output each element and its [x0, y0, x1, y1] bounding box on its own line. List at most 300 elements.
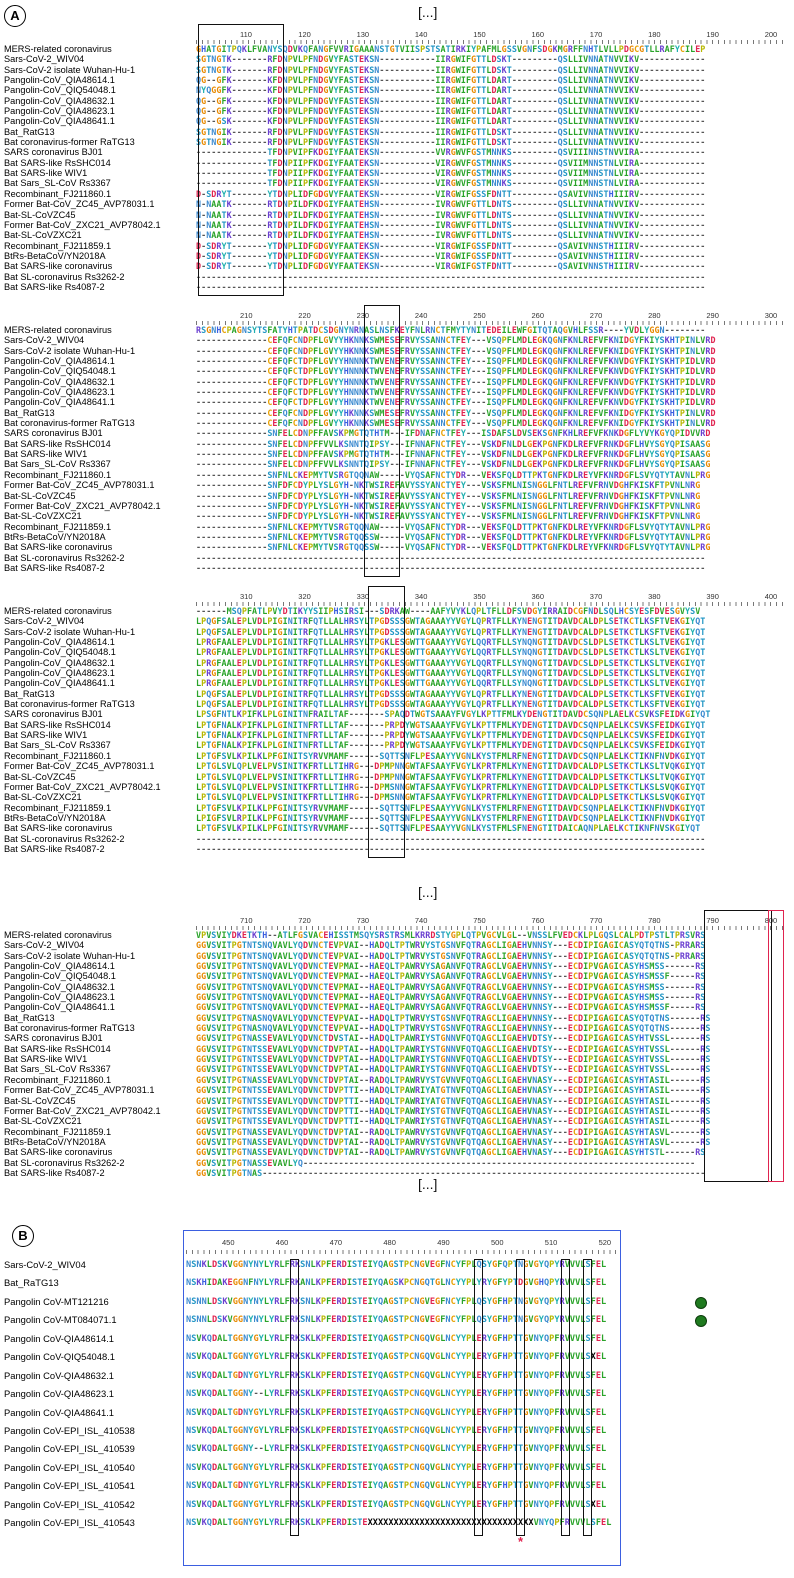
tick-label: 450 — [222, 1238, 235, 1247]
sequence-name: Sars-CoV-2 isolate Wuhan-Hu-1 — [4, 626, 136, 637]
sequence-row: --------------SNFNLCKEPMYTVSRGTQQNAW-----VYQSAFNCTYDR---VEKSFQLDTTPKTGNFKDLREYVFKNRDGFLSVYQTYTAVNLPRG — [196, 521, 711, 532]
tick-label: 140 — [414, 30, 428, 39]
sequence-row: GGVSVITPGTNASSEVAVLYQDVNCTDVPTAI--RADQLTPAWRVYSTGVNVFQTQAGCLIGAEHVNASY---ECDIPIGAGICASYHTASVL------RS — [196, 1126, 711, 1137]
sequence-row: NSKHIDAKEGGNFNYLYRLFRKANLKPFERDISTEIYQAGSKPCNGQTGLNCYYPLYRYGFYPTDGVGHQPYRVVVLSFEL — [186, 1278, 607, 1289]
sequence-name: Bat SARS-like coronavirus — [4, 823, 113, 834]
sequence-row: LPRGFAALEPLVDLPIGINITRFQTLLALHRSYLTPGKLESGWTTGAAAYYVGYLQQRTFLLSYNQNGTITDAVDCSLDPLSETKCTLKSLTVEKGIYQT — [196, 678, 706, 689]
sequence-row: GGVSVITPGTNAS--------------------------------------------------------------------------------------- — [196, 1167, 706, 1178]
sequence-name: Recombinant_FJ211859.1 — [4, 240, 112, 251]
sequence-row: --------------CEFQFCTDPFLGVYYHNNNKTWVENEFRVYSSANNCTFEY---ISQPFLMDLEGKQGNFKNLREFVFKNVDGYFKIYSKHTPIDLVRD — [196, 387, 716, 398]
sequence-row: ---------------------------------------------------------------------------------------------------- — [196, 833, 706, 844]
sequence-row: GGVSVITPGTNASNQVAVLYQDVNCTEVPVAI--HADQLTPTWRVYSTGSNVFQTRAGCLIGAEHVNNSY---ECDIPIGAGICASYQTQTNS------RS — [196, 1023, 711, 1034]
sequence-row: NSVKQDALTGGNYGYLYRLFRKSKLKPFERDISTEIYQAGSTPCNGQVGLNCYYPLERYGFHPTTGVNYQPFRVVVLSFEL — [186, 1462, 607, 1473]
tick-label: 490 — [437, 1238, 450, 1247]
sequence-row: GGVSVITPGTNTSNQVAVLYQDVNCTEVPMAI--HAEQLTPAWRVYSAGANVFQTRAGCLVGAEHVNNSY---ECDIPVGAGICASYHSMSS------RS — [196, 992, 706, 1003]
sequence-name: Pangolin-CoV_QIA48641.1 — [4, 678, 115, 689]
sequence-name: Bat SARS-like Rs4087-2 — [4, 281, 105, 292]
sequence-row: GGVSVITPGTNTSSEVAVLYQDVNCTDVPTTI--HADQLTPAWRIYSTGTNVFQTQAGCLIGAEHVNASY---ECDIPIGAGICASYHTASIL------RS — [196, 1105, 711, 1116]
tick-label: 390 — [706, 592, 719, 601]
sequence-row: ---------------------------------------------------------------------------------------------------- — [196, 271, 706, 282]
sequence-name: Bat SARS-like RsSHC014 — [4, 157, 111, 168]
tick-label: 760 — [531, 916, 545, 925]
sequence-row: SGTNGTK-------RFDNPVLPFNDGVYFASTEKSN-----------IIRGWIFGTTLDSKT---------QSLLIVNNATNVVIKV------------- — [196, 64, 706, 75]
sequence-name: Bat SARS-like coronavirus — [4, 1147, 113, 1158]
sequence-row: --------------CEFQFCTDPFLGVYYHNNNKTWVENEFRVYSSANNCTFEY---ISQPFLMDLEGKQGNFKNLREFVFKNVDGYFKIYSKHTPIDLVRD — [196, 397, 716, 408]
sequence-row: NYQGGFK-------KFDNPVLPFNDGVYFASTEKSN-----------IIRGWIFGTTLDART---------QSLLIVNNATNVVIKV------------- — [196, 85, 706, 96]
tick-label: 190 — [706, 30, 719, 39]
tick-label: 310 — [240, 592, 253, 601]
sequence-name: Bat Sars_SL-CoV Rs3367 — [4, 740, 111, 751]
ruler-ticks — [186, 1250, 616, 1254]
tick-label: 240 — [414, 311, 428, 320]
panel-a-label: A — [4, 5, 26, 27]
sequence-name: Bat-SL-CoVZC45 — [4, 209, 76, 220]
sequence-row: --------------CEFQFCTDPFLGVYYHNNNKTWVENEFRVYSSANNCTFEY---ISQPFLMDLEGKQGNFKNLREFVFKNVDGYFKIYSKHTPIDLVRD — [196, 356, 716, 367]
sequence-row: GGVSVITPGTNASSEVAVLYQDVNCTDVSTAI--HADQLTPAWRIYSTGNNVFQTQAGCLIGAEHVDTSY---ECDIPIGAGICASYHTVSSL------RS — [196, 1033, 711, 1044]
sequence-name: Bat SL-coronavirus Rs3262-2 — [4, 1157, 125, 1168]
sequence-row: GGVSVITPGTNASSEVAVLYQDVNCTDVPTAI--RADQLTPAWRVYSTGVNVFQTQAGCLIGAEHVNASY---ECDIPIGAGICASYHTASVL------RS — [196, 1136, 711, 1147]
sequence-row: LPTGFNALKPIFKLPLGINITNFRTLLTAF-------PRPDYWGTSAAAYFVGYLKPTTFMLKYDENGTITDAVDCSQNPLAELKCSVKSFEIDKGIYQT — [196, 740, 706, 751]
sequence-row: N-NAATK-------RTDNPILDFKDGIYFAATEHSN-----------IVRGWVFGTTLDNTS---------QSLLIVNNATNVVIKV------------- — [196, 209, 706, 220]
sequence-row: LPRGFAALEPLVDLPIGINITRFQTLLALHRSYLTPGKLESGWTTGAAAYYVGYLQQRTFLLSYNQNGTITDAVDCSLDPLSETKCTLKSLTVEKGIYQT — [196, 637, 706, 648]
sequence-row: --------------SNFNLCKEPMYTVSRGTQQNAW-----VYQSAFNCTYDR---VEKSFQLDTTPKTGNFKDLREYVFKNRDGFLSVYQTYTAVNLPRG — [196, 469, 711, 480]
sequence-name: Recombinant_FJ211859.1 — [4, 521, 112, 532]
sequence-row: D-SDRYT-------YTDNPLIDFGDGVYFAATEKSN-----------VIRGWIFGSTFDNTT---------QSAVIVNNSTHIIIRV------------- — [196, 261, 706, 272]
sequence-rows — [196, 930, 786, 1178]
sequence-names — [4, 325, 161, 573]
cleavage-site-box — [768, 910, 784, 1182]
sequence-name: Pangolin-CoV_QIA48614.1 — [4, 75, 115, 86]
sequence-name: Pangolin-CoV_QIA48641.1 — [4, 116, 115, 127]
sequence-row: NSVKQDALTGGNYGYLYRLFRKSKLKPFERDISTEXXXXXXXXXXXXXXXXXXXXXXXXXXXXXXXXVNYQPFRVVVLSFEL — [186, 1518, 612, 1529]
sequence-name: Former Bat-CoV_ZC45_AVP78031.1 — [4, 199, 155, 210]
tick-label: 370 — [589, 592, 603, 601]
ellipsis-top: [...] — [418, 4, 438, 20]
sequence-row: NSVKQDALTGDNYGYLYRLFRKSKLKPFERDISTEIYQAGSTPCNGQVGLNCYYPLERYGFHPTTGVNYQPFRVVVLSFEL — [186, 1407, 607, 1418]
sequence-rows — [186, 1256, 611, 1533]
sequence-name: BtRs-BetaCoV/YN2018A — [4, 250, 106, 261]
sequence-name: Pangolin-CoV_QIA48632.1 — [4, 376, 115, 387]
sequence-names — [4, 44, 161, 292]
sequence-name: Bat SARS-like WIV1 — [4, 730, 88, 741]
sequence-row: --------------SNFDFCDYPLYSLGYH-NKTWSIREFAVYSSYANCTYEY---VSKSFMLNISNGGLFNTLREFVFRNVDGHFKISKFTPVNLNRG — [196, 490, 701, 501]
tick-label: 470 — [329, 1238, 343, 1247]
tick-label: 460 — [275, 1238, 289, 1247]
sequence-name: Pangolin-CoV_QIQ54048.1 — [4, 971, 116, 982]
sequence-rows — [196, 44, 786, 292]
sequence-row: GGVSVITPGTNTSSEVAVLYQDVNCTDVPTAI--HADQLTPAWRIYSTGNNVFQTQAGCLIGAEHVDTSY---ECDIPIGAGICASYHTVSSL------RS — [196, 1054, 711, 1065]
sequence-name: BtRs-BetaCoV/YN2018A — [4, 531, 106, 542]
sequence-row: NSVKQDALTGGNYGYLYRLFRKSKLKPFERDISTEIYQAGSTPCNGQVGLNCYYPLERYGFHPTTGVNYQPFRVVVLSFEL — [186, 1425, 607, 1436]
sequence-row: D-SDRYT-------YTDNPLIDFGDGVYFAATEKSN-----------VIRGWIFGSSFDNTT---------QSAVIVNNSTHIIIRV------------- — [196, 250, 706, 261]
sequence-name: Pangolin CoV-EPI_ISL_410540 — [4, 1461, 135, 1473]
sequence-row: LPTGLSVLQPLVELPVSINITKFRTLLTIHRG---DPMSNNGWTAFSAAYFVGYLKPRTFMLKYNENGTITDAVDCALDPLSETKCTLKSLSVQKGIYQT — [196, 792, 706, 803]
tick-label: 750 — [473, 916, 486, 925]
green-dot-marker — [695, 1297, 707, 1309]
sequence-row: LPTGLSVLQPLVELPVSINITKFRTLLTIHRG---DPMPNNGWTAFSAAYFVGYLKPRTFMLKYNENGTITDAVDCALDPLSETKCTLKSLTVQKGIYQT — [196, 771, 706, 782]
sequence-row: GGVSVITPGTNTSSEVAVLYQDVNCTDVPTAI--HADQLTPAWRIYSTGNNVFQTQAGCLIGAEHVDTSY---ECDIPIGAGICASYHTVSSL------RS — [196, 1064, 711, 1075]
sequence-row: N-NAATK-------RTDNPILDFKDGIYFAATEHSN-----------IVRGWVFGTTLDNTS---------QSLLIVNNATNVVIKV------------- — [196, 230, 706, 241]
contact-residue-box — [290, 1259, 299, 1536]
sequence-row: GGVSVITPGTNASSEVAVLYQDVNCTDVPTAI--RADQLTPAWRVYSTGVNVFQTQAGCLIGAEHVNASY---ECDIPIGAGICASYHTSTL------RS — [196, 1147, 706, 1158]
tick-label: 770 — [589, 916, 603, 925]
sequence-name: Bat SL-coronavirus Rs3262-2 — [4, 833, 125, 844]
ellipsis-bottom: [...] — [418, 1176, 438, 1192]
sequence-name: Pangolin-CoV_QIA48632.1 — [4, 657, 115, 668]
sequence-name: Pangolin-CoV_QIA48623.1 — [4, 668, 115, 679]
contact-residue-box — [561, 1259, 570, 1536]
tick-label: 220 — [298, 311, 311, 320]
sequence-name: Bat SARS-like RsSHC014 — [4, 1043, 111, 1054]
tick-label: 300 — [764, 311, 778, 320]
sequence-row: --------------CEFQFCTDPFLGVYYHNNNKTWVENEFRVYSSANNCTFEY---ISQPFLMDLEGKQGNFKNLREFVFKNVDGYFKIYSKHTPIDLVRD — [196, 366, 716, 377]
sequence-name: Bat-SL-CoVZXC21 — [4, 511, 82, 522]
sequence-row: GGVSVITPGTNTSNQVAVLYQDVNCTEVPVAI--HADQLTPTWRVYSTGSNVFQTRAGCLIGAEHVNNSY---ECDIPIGAGICASYQTQTNS-PRRARS — [196, 940, 706, 951]
tick-label: 730 — [356, 916, 370, 925]
sequence-row: LPTGLSVLQPLVELPVSINITKFRTLLTIHRG---DPMPNNGWTAFSAAYFVGYLKPRTFMLKYNENGTITDAVDCALDPLSETKCTLKSLTVQKGIYQT — [196, 761, 706, 772]
sequence-name: Bat SARS-like WIV1 — [4, 1054, 88, 1065]
sequence-name: Bat coronavirus-former RaTG13 — [4, 418, 135, 429]
sequence-name: Recombinant_FJ211859.1 — [4, 1126, 112, 1137]
ruler — [196, 311, 786, 321]
sequence-row: QG--GFK-------KFDNPVLPFNDGVYFASTEKSN-----------IIRGWIFGTTLDART---------QSLLIVNNATNVVIKV------------- — [196, 95, 706, 106]
sequence-name: Pangolin CoV-QIA48632.1 — [4, 1369, 114, 1381]
sequence-name: Pangolin-CoV_QIA48632.1 — [4, 95, 115, 106]
sequence-name: Bat_RatG13 — [4, 126, 55, 137]
ruler — [196, 916, 786, 926]
tick-label: 340 — [414, 592, 428, 601]
sequence-row: --------------TFDNPIIPFKDGIYFAATEKSN-----------VIRGWVFGSTMNNKS---------QSVIIMNNSTNLVIRA------------- — [196, 157, 706, 168]
tick-label: 150 — [473, 30, 486, 39]
sequence-row: --------------CEFQFCNDPFLGVYYHKNNKSWMESEFRVYSSANNCTFEY---VSQPFLMDLEGKQGNFKNLREFVFKNIDGYFKIYSKHTPINLVRD — [196, 418, 716, 429]
sequence-name: BtRs-BetaCoV/YN2018A — [4, 812, 106, 823]
tick-label: 130 — [356, 30, 370, 39]
sequence-name: Bat SARS-like WIV1 — [4, 168, 88, 179]
sequence-row: --------------TFDNPIIPFKDGIYFAATEKSN-----------VIRGWVFGSTMNNKS---------QSVIIMNNSTNLVIRA------------- — [196, 168, 706, 179]
sequence-name: Bat-SL-CoVZC45 — [4, 1095, 76, 1106]
sequence-rows — [196, 606, 786, 854]
sequence-name: Bat SARS-like Rs4087-2 — [4, 562, 105, 573]
sequence-name: Bat-SL-CoVZXC21 — [4, 792, 82, 803]
sequence-row: --------------CEFQFCNDPFLGVYYHKNNKSWMESEFRVYSSANNCTFEY---VSQPFLMDLEGKQGNFKNLREFVFKNIDGYFKIYSKHTPINLVRD — [196, 345, 716, 356]
tick-label: 110 — [240, 30, 252, 39]
sequence-row: VPVSVIYDKETKTH--ATLFGSVACEHISSTMSQYSRSTRSMLKRRDSTYGPLQTPVGCVLGL--VNSSLFVEDCKLPLGQSLCALPDTPSTLTPRSVRS — [196, 930, 706, 940]
sequence-name: MERS-related coronavirus — [4, 325, 112, 335]
sequence-name: Bat_RaTG13 — [4, 1277, 59, 1289]
sequence-name: Pangolin-CoV_QIA48623.1 — [4, 106, 115, 117]
sequence-row: --------------TFDNPIIPFKDGIYFAATEKSN-----------VIRGWVFGSTMNNKS---------QSVIIMNNSTNLVIRA------------- — [196, 178, 706, 189]
sequence-row: NSVKQDALTGGNY--LYRLFRKSKLKPFERDISTEIYQAGSTPCNGQVGLNCYYPLERYGFHPTTGVNYQPFRVVVLSFEL — [186, 1444, 607, 1455]
sequence-row: --------------SNFELCDNPFFVVLKSNNTQIPSY---IFNNAFNCTFEY---VSKDFNLDLGEKPGNFKDLREFVFRNKDGFLHVYSGYQPISAASG — [196, 438, 711, 449]
tick-label: 780 — [648, 916, 661, 925]
ruler — [196, 592, 786, 602]
tick-label: 800 — [764, 916, 778, 925]
sequence-name: BtRs-BetaCoV/YN2018A — [4, 1136, 106, 1147]
sequence-name: Pangolin-CoV_QIA48641.1 — [4, 1002, 115, 1013]
tick-label: 790 — [706, 916, 719, 925]
highlight-box — [704, 910, 772, 1182]
tick-label: 500 — [491, 1238, 504, 1247]
sequence-row: LPQGFSALEPLVDLPIGINITRFQTLLALHRSYLTPGDSSSGWTAGAAAYYVGYLQPRTFLLKYNENGTITDAVDCALDPLSETKCTLKSFTVEKGIYQT — [196, 688, 706, 699]
sequence-row: NSVKQDALTGGNY--LYRLFRKSKLKPFERDISTEIYQAGSTPCNGQVGLNCYYPLERYGFHPTTGVNYQPFRVVVLSFEL — [186, 1389, 607, 1400]
sequence-name: Former Bat-CoV_ZC45_AVP78031.1 — [4, 761, 155, 772]
sequence-row: QG--GFK-------KFDNPVLPFNDGVYFASTEKSN-----------IIRGWIFGTTLDART---------QSLLIVNNATNVVIKV------------- — [196, 75, 706, 86]
ruler — [186, 1238, 616, 1248]
sequence-name: Bat SARS-like Rs4087-2 — [4, 1167, 105, 1178]
sequence-row: --------------SNFNLCKEPMYTVSRGTQQSSW-----VYQSAFNCTYDR---VEKSFQLDTTPKTGNFKDLREYVFKNRDGFLSVYQTYTAVNLPRG — [196, 531, 711, 542]
sequence-row: GGVSVITPGTNTSNQVAVLYQDVNCTEVPMAI--HAEQLTPAWRVYSAGANVFQTRAGCLVGAEHVNNSY---ECDIPVGAGICASYHSMSS------RS — [196, 981, 706, 992]
tick-label: 360 — [531, 592, 545, 601]
sequence-row: --------------SNFELCDNPFFAVSKPMGTQTHTM---IFDNAFNCTFEY---ISDAFSLDVSEKSGNFKHLREFVFKNKDGFLYVYKGYQPIDVVRD — [196, 428, 711, 439]
sequence-name: Former Bat-CoV_ZC45_AVP78031.1 — [4, 480, 155, 491]
sequence-name: Bat_RatG13 — [4, 1012, 55, 1023]
sequence-row: ---------------------------------------------------------------------------------------------------- — [196, 562, 706, 573]
sequence-name: Pangolin CoV-EPI_ISL_410539 — [4, 1443, 135, 1455]
asterisk-marker: * — [518, 1534, 524, 1549]
sequence-name: SARS coronavirus BJ01 — [4, 709, 103, 720]
contact-residue-box — [583, 1259, 592, 1536]
sequence-name: MERS-related coronavirus — [4, 930, 112, 940]
sequence-row: QG--GSK-------KFDNPVLPFNDGVYFASTEKSN-----------IIRGWIFGTTLDART---------QSLLIVNNATNVVIKV------------- — [196, 116, 706, 127]
sequence-name: Bat SARS-like Rs4087-2 — [4, 843, 105, 854]
sequence-row: LPIGFSVLRPILKLPFGINITSYRVVMAMF------SQTTSNFLPESAAYYVGNLKYSTFMLRFNENGTITDAVDCSQNPLAELKCTIKNFNVDKGIYQT — [196, 812, 706, 823]
sequence-row: GGVSVITPGTNTSNQVAVLYQDVNCTEVPMAI--HAEQLTPAWRVYSAGANVFQTRAGCLVGAEHVNNSY---ECDIPVGAGICASYHSMSSF-----RS — [196, 1002, 706, 1013]
sequence-name: Former Bat-CoV_ZXC21_AVP78042.1 — [4, 500, 161, 511]
sequence-name: Bat-SL-CoVZXC21 — [4, 1116, 82, 1127]
sequence-name: Sars-CoV-2_WIV04 — [4, 1259, 86, 1270]
sequence-name: Pangolin CoV-QIA48641.1 — [4, 1406, 114, 1418]
sequence-row: NSNNLDSKVGGNYNYLYRLFRKSNLKPFERDISTEIYQAGSTPCNGVEGFNCYFPLQSYGFHPTNGVGYQPYRVVVLSFEL — [186, 1315, 607, 1326]
sequence-row: GGVSVITPGTNTSNQVAVLYQDVNCTEVPMAI--HAEQLTPAWRVYSAGANVFQTRAGCLVGAEHVNNSY---ECDIPVGAGICASYHSMSSF-----RS — [196, 971, 706, 982]
sequence-name: Sars-CoV-2_WIV04 — [4, 616, 85, 627]
tick-label: 330 — [356, 592, 370, 601]
tick-label: 250 — [473, 311, 486, 320]
sequence-row: GGVSVITPGTNTSSEVAVLYQDVNCTDVPTAI--HADQLTPAWRIYSTGNNVFQTQAGCLIGAEHVDTSY---ECDIPIGAGICASYHTVSSL------RS — [196, 1043, 711, 1054]
tick-label: 520 — [598, 1238, 612, 1247]
tick-label: 170 — [589, 30, 603, 39]
sequence-row: SGTNGIK-------RFDNPVLPFNDGVYFASTEKSN-----------IIRGWIFGTTLDSKT---------QSLLIVNNATNVVIKV------------- — [196, 126, 706, 137]
sequence-row: --------------SNFELCDNPFFVVLKSNNTQIPSY---IFNNAFNCTFEY---VSKDFNLDLGEKPGNFKDLREFVFRNKDGFLHVYSGYQPISAASG — [196, 459, 711, 470]
sequence-name: Pangolin CoV-EPI_ISL_410543 — [4, 1517, 135, 1529]
sequence-name: Bat Sars_SL-CoV Rs3367 — [4, 459, 111, 470]
sequence-row: NSVKQDALTGDNYGYLYRLFRKSKLKPFERDISTEIYQAGSTPCNGQVGLNCYYPLERYGFHPTTGVNYQPFRVVVLSFEL — [186, 1481, 607, 1492]
sequence-name: Pangolin CoV-QIQ54048.1 — [4, 1351, 116, 1363]
highlight-box — [368, 586, 405, 858]
sequence-name: Bat_RatG13 — [4, 688, 55, 699]
sequence-name: SARS coronavirus BJ01 — [4, 428, 103, 439]
highlight-box — [364, 305, 400, 577]
sequence-name: Sars-CoV-2_WIV04 — [4, 335, 85, 346]
sequence-name: Recombinant_FJ211860.1 — [4, 750, 112, 761]
sequence-name: SARS coronavirus BJ01 — [4, 147, 103, 158]
sequence-row: --------------CEFQFCTDPFLGVYYHNNNKTWVENEFRVYSSANNCTFEY---ISQPFLMDLEGKQGNFKNLREFVFKNVDGYFKIYSKHTPIDLVRD — [196, 376, 716, 387]
sequence-name: Pangolin-CoV_QIA48623.1 — [4, 387, 115, 398]
sequence-row: LPRGFAALEPLVDLPIGINITRFQTLLALHRSYLTPGKLESGWTTGAAAYYVGYLQQRTFLLSYNQNGTITDAVDCSLDPLSETKCTLKSLTVEKGIYQT — [196, 668, 706, 679]
contact-residue-box — [474, 1259, 483, 1536]
tick-label: 280 — [648, 311, 661, 320]
sequence-row: LPQGFSALEPLVDLPIGINITRFQTLLALHRSYLTPGDSSSGWTAGAAAYYVGYLQPRTFLLKYNENGTITDAVDCALDPLSETKCTLKSFTVEKGIYQT — [196, 699, 706, 710]
sequence-row: LPQGFSALEPLVDLPIGINITRFQTLLALHRSYLTPGDSSSGWTAGAAAYYVGYLQPRTFLLKYNENGTITDAVDCALDPLSETKCTLKSFTVEKGIYQT — [196, 626, 706, 637]
sequence-name: Pangolin-CoV_QIQ54048.1 — [4, 647, 116, 658]
sequence-name: Bat SARS-like coronavirus — [4, 542, 113, 553]
sequence-name: Bat SARS-like WIV1 — [4, 449, 88, 460]
sequence-row: --------------SNFDFCDYPLYSLGYH-NKTWSIREFAVYSSYANCTYEY---VSKSFMLNISNGGLFNTLREFVFRNVDGHFKISKFTPVNLNRG — [196, 500, 701, 511]
sequence-name: Bat coronavirus-former RaTG13 — [4, 137, 135, 148]
tick-label: 200 — [764, 30, 778, 39]
sequence-name: MERS-related coronavirus — [4, 606, 112, 616]
sequence-name: Pangolin-CoV_QIA48614.1 — [4, 961, 115, 972]
sequence-name: Bat SARS-like coronavirus — [4, 261, 113, 272]
tick-label: 120 — [298, 30, 311, 39]
sequence-name: Former Bat-CoV_ZXC21_AVP78042.1 — [4, 1105, 161, 1116]
sequence-row: LPTGFNALKPIFKLPLGINITNFRTLLTAF-------PRPDYWGTSAAAYFVGYLKPTTFMLKYDENGTITDAVDCSQNPLAELKCSVKSFEIDKGIYQT — [196, 719, 706, 730]
sequence-name: Sars-CoV-2_WIV04 — [4, 940, 85, 951]
tick-label: 230 — [356, 311, 370, 320]
sequence-name: Bat coronavirus-former RaTG13 — [4, 1023, 135, 1034]
sequence-name: Bat_RatG13 — [4, 407, 55, 418]
sequence-row: NSVKQDALTGGNYGYLYRLFRKSKLKPFERDISTEIYQAGSTPCNGQVGLNCYYPLERYGFHPTTGVNYQPFRVVVLSXEL — [186, 1352, 607, 1363]
tick-label: 710 — [240, 916, 253, 925]
sequence-row: ------MSQPFATLPVYDTIKYYSIIPHSIRSI---SDRKAW----AAFYVYKLQPLTFLLDFSVDGYIRRAIDCGFNDLSQLHCSYESFDVESGVYSV — [196, 606, 701, 616]
sequence-row: LPTGFSVLKPILKLPFGINITSYRVVMAMF------SQTTSNFLPESAAYYVGNLKYSTFMLSFNENGTITDAICAQNPLAELKCTIKNFNVSKGIYQT — [196, 823, 701, 834]
sequence-row: GGVSVITPGTNTSSEVAVLYQDVNCTDVPTTI--HADQLTPAWRIYATGTNVFQTQAGCLIGAEHVNASY---ECDIPIGAGICASYHTASIL------RS — [196, 1095, 711, 1106]
sequence-row: GGVSVITPGTNASSEVAVLYQDVNCTDVPTAI--RADQLTPAWRVYSTGVNVFQTQAGCLIGAEHVNASY---ECDIPIGAGICASYHTASIL------RS — [196, 1074, 711, 1085]
green-dot-marker — [695, 1315, 707, 1327]
sequence-name: Former Bat-CoV_ZC45_AVP78031.1 — [4, 1085, 155, 1096]
tick-label: 290 — [706, 311, 719, 320]
sequence-row: GGVSVITPGTNASNQVAVLYQDVNCTEVPVAI--HADQLTPTWRVYSTGSNVFQTRAGCLIGAEHVNNSY---ECDIPIGAGICASYQTQTNS------RS — [196, 1012, 711, 1023]
sequence-row: --------------CEFQFCNDPFLGVYYHKNNKSWMESEFRVYSSANNCTFEY---VSQPFLMDLEGKQGNFKNLREFVFKNIDGYFKIYSKHTPINLVRD — [196, 335, 716, 346]
sequence-name: Pangolin-CoV_QIA48632.1 — [4, 981, 115, 992]
sequence-row: NSNKLDSKVGGNYNYLYRLFRKSNLKPFERDISTEIYQAGSTPCNGVEGFNCYFPLQSYGFQPTNGVGYQPYRVVVLSFEL — [186, 1260, 607, 1270]
sequence-name: Bat-SL-CoVZC45 — [4, 771, 76, 782]
sequence-row: GGVSVITPGTNTSSEVAVLYQDVNCTDVPTTI--HADQLTPAWRIYATGTNVFQTQAGCLIGAEHVNASY---ECDIPIGAGICASYHTASIL------RS — [196, 1085, 711, 1096]
sequence-name: Bat SL-coronavirus Rs3262-2 — [4, 552, 125, 563]
tick-label: 740 — [414, 916, 428, 925]
sequence-row: SGTNGIK-------RFDNPVLPFNDGVYFASTEKSN-----------IIRGWIFGTTLDSKT---------QSLLIVNNATNVVIKV------------- — [196, 137, 706, 148]
sequence-name: Sars-CoV-2 isolate Wuhan-Hu-1 — [4, 64, 136, 75]
sequence-name: Recombinant_FJ211859.1 — [4, 802, 112, 813]
sequence-row: --------------SNFNLCKEPMYTVSRGTQQSSW-----VYQSAFNCTYDR---VEKSFQLDTTPKTGNFKDLREYVFKNRDGFLSVYQTYTAVNLPRG — [196, 542, 711, 553]
sequence-name: Bat SARS-like RsSHC014 — [4, 438, 111, 449]
sequence-row: --------------TFDNPVIPFKDGIYFAATEKSN-----------VVRGWVFGSTMNNKS---------QSVIIINNSTNVVIRA------------- — [196, 147, 706, 158]
sequence-name: Pangolin CoV-QIA48614.1 — [4, 1332, 114, 1344]
sequence-row: LPRGFAALEPLVDLPIGINITRFQTLLALHRSYLTPGKLESGWTTGAAAYYVGYLQQRTFLLSYNQNGTITDAVDCSLDPLSETKCTLKSLTVEKGIYQT — [196, 657, 706, 668]
sequence-name: Pangolin CoV-EPI_ISL_410541 — [4, 1480, 135, 1492]
tick-label: 380 — [648, 592, 661, 601]
sequence-row: GHATGITPQKLFVANYSQDVKQFANGFVVRIGAAANSTGTVIISPSTSATIRKIYPAFMLGSSVGNFSDGKMGRFFNHTLVLLPDGCGTLLRAFYCILEP — [196, 44, 706, 54]
sequence-row: LPRGFAALEPLVDLPIGINITRFQTLLALHRSYLTPGKLESGWTTGAAAYYVGYLQQRTFLLSYNQNGTITDAVDCSLDPLSETKCTLKSLTVEKGIYQT — [196, 647, 706, 658]
sequence-row: LPTGFSVLKPILKLPFGINITSYRVVMAMF------SQTTSNFLPESAAYYVGNLKYSTFMLRFNENGTITDAVDCSQNPLAELKCTIKNFNVDKGIYQT — [196, 802, 706, 813]
sequence-name: Pangolin-CoV_QIA48614.1 — [4, 356, 115, 367]
sequence-name: Former Bat-CoV_ZXC21_AVP78042.1 — [4, 219, 161, 230]
highlight-box — [198, 24, 284, 296]
sequence-name: Pangolin CoV-MT084071.1 — [4, 1314, 117, 1326]
sequence-name: Bat SARS-like RsSHC014 — [4, 719, 111, 730]
contact-residue-box — [516, 1259, 525, 1536]
ellipsis-mid: [...] — [418, 884, 438, 900]
sequence-row: D-SDRYT-------YTDNPLIDFGDGVYFAATEKSN-----------VIRGWIFGSSFDNTT---------QSAVIVNNSTHIIIRV------------- — [196, 240, 706, 251]
sequence-row: N-NAATK-------RTDNPILDFKDGIYFAATEHSN-----------IVRGWVFGTTLDNTS---------QSLLIVNNATNVVIKV------------- — [196, 199, 706, 210]
sequence-name: Recombinant_FJ211860.1 — [4, 188, 112, 199]
sequence-row: QG--GFK-------KFDNPVLPFNDGVYFASTEKSN-----------IIRGWIFGTTLDART---------QSLLIVNNATNVVIKV------------- — [196, 106, 706, 117]
sequence-row: SGTNGTK-------RFDNPVLPFNDGVYFASTEKSN-----------IIRGWIFGTTLDSKT---------QSLLIVNNATNVVIKV------------- — [196, 54, 706, 65]
sequence-row: --------------SNFDFCDYPLYSLGYH-NKTWSIREFAVYSSYANCTYEY---VSKSFMLNISNGGLFNTLREFVFRNVDGHFKISKFTPVNLNRG — [196, 511, 701, 522]
sequence-row: GGVSVITPGTNTSSEVAVLYQDVNCTDVPTTI--HADQLTPAWRIYSTGTNVFQTQAGCLIGAEHVNASY---ECDIPIGAGICASYHTASIL------RS — [196, 1116, 711, 1127]
sequence-name: Bat Sars_SL-CoV Rs3367 — [4, 1064, 111, 1075]
sequence-name: Pangolin CoV-EPI_ISL_410542 — [4, 1498, 135, 1510]
sequence-row: --------------CEFQFCNDPFLGVYYHKNNKSWMESEFRVYSSANNCTFEY---VSQPFLMDLEGKQGNFKNLREFVFKNIDGYFKIYSKHTPINLVRD — [196, 407, 716, 418]
sequence-row: --------------SNFDFCDYPLYSLGYH-NKTWSIREFAVYSSYANCTYEY---VSKSFMLNISNGGLFNTLREFVFRNVDGHFKISKFTPVNLNRG — [196, 480, 701, 491]
sequence-name: Pangolin-CoV_QIQ54048.1 — [4, 85, 116, 96]
sequence-row: LPSGFNTLKPIFKLPLGINITNFRAILTAF-------SPAQDTWGTSAAAYFVGYLKPTTFMLKYDENGTITDAVDCSQNPLAELKCSVKSFEIDKGIYQT — [196, 709, 711, 720]
ruler — [196, 30, 786, 40]
sequence-names — [4, 606, 161, 854]
sequence-name: Pangolin-CoV_QIQ54048.1 — [4, 366, 116, 377]
sequence-row: NSVKQDALTGGNYGYLYRLFRKSKLKPFERDISTEIYQAGSTPCNGQVGLNCYYPLERYGFHPTTGVNYQPFRVVVLSXEL — [186, 1499, 607, 1510]
tick-label: 270 — [589, 311, 603, 320]
tick-label: 320 — [298, 592, 311, 601]
sequence-name: MERS-related coronavirus — [4, 44, 112, 54]
panel-b-label: B — [12, 1225, 34, 1247]
tick-label: 260 — [531, 311, 545, 320]
sequence-name: Pangolin CoV-EPI_ISL_410538 — [4, 1424, 135, 1436]
sequence-name: Bat SL-coronavirus Rs3262-2 — [4, 271, 125, 282]
sequence-row: LPQGFSALEPLVDLPIGINITRFQTLLALHRSYLTPGDSSSGWTAGAAAYYVGYLQPRTFLLKYNENGTITDAVDCALDPLSETKCTLKSFTVEKGIYQT — [196, 616, 706, 627]
sequence-row: GGVSVITPGTNTSNQVAVLYQDVNCTEVPMAI--HAEQLTPAWRVYSAGANVFQTRAGCLVGAEHVNNSY---ECDIPVGAGICASYHSMSS------RS — [196, 961, 706, 972]
sequence-name: Recombinant_FJ211860.1 — [4, 469, 112, 480]
sequence-row: NSVKQDALTGDNYGYLYRLFRKSKLKPFERDISTEIYQAGSTPCNGQVGLNCYYPLERYGFHPTTGVNYQPFRVVVLSFEL — [186, 1370, 607, 1381]
tick-label: 210 — [240, 311, 253, 320]
tick-label: 160 — [531, 30, 545, 39]
sequence-name: Pangolin CoV-QIA48623.1 — [4, 1388, 114, 1400]
sequence-row: NSNNLDSKVGGNYNYLYRLFRKSNLKPFERDISTEIYQAGSTPCNGVEGFNCYFPLQSYGFHPTNGVGYQPYRVVVLSFEL — [186, 1296, 607, 1307]
sequence-row: ---------------------------------------------------------------------------------------------------- — [196, 552, 706, 563]
sequence-row: LPTGLSVLQPLVELPVSINITKFRTLLTIHRG---DPMSNNGWTAFSAAYFVGYLKPRTFMLKYNENGTITDAVDCALDPLSETKCTLKSLSVQKGIYQT — [196, 781, 706, 792]
sequence-row: N-NAATK-------RTDNPILDFKDGIYFAATEHSN-----------IVRGWVFGTTLDNTS---------QSLLIVNNATNVVIKV------------- — [196, 219, 706, 230]
tick-label: 510 — [544, 1238, 558, 1247]
sequence-row: ---------------------------------------------------------------------------------------------------- — [196, 281, 706, 292]
sequence-name: Bat Sars_SL-CoV Rs3367 — [4, 178, 111, 189]
tick-label: 480 — [383, 1238, 396, 1247]
sequence-name: SARS coronavirus BJ01 — [4, 1033, 103, 1044]
sequence-names — [4, 1256, 135, 1533]
sequence-row: LPTGFNALKPIFKLPLGINITNFRTLLTAF-------PRPDYWGTSAAAYFVGYLKPTTFMLKYDENGTITDAVDCSQNPLAELKCSVKSFEIDKGIYQT — [196, 730, 706, 741]
sequence-row: ---------------------------------------------------------------------------------------------------- — [196, 843, 706, 854]
sequence-names — [4, 930, 161, 1178]
sequence-name: Pangolin-CoV_QIA48623.1 — [4, 992, 115, 1003]
sequence-row: D-SDRYT-------YTDNPLIDFGDGVYFAATEKSN-----------VIRGWIFGSSFDNTT---------QSAVIVNNSTHIIIRV------------- — [196, 188, 706, 199]
sequence-name: Recombinant_FJ211860.1 — [4, 1074, 112, 1085]
sequence-name: Pangolin-CoV_QIA48614.1 — [4, 637, 115, 648]
sequence-name: Former Bat-CoV_ZXC21_AVP78042.1 — [4, 781, 161, 792]
sequence-name: Bat coronavirus-former RaTG13 — [4, 699, 135, 710]
tick-label: 400 — [764, 592, 778, 601]
tick-label: 720 — [298, 916, 311, 925]
sequence-name: Pangolin-CoV_QIA48641.1 — [4, 397, 115, 408]
sequence-name: Pangolin CoV-MT121216 — [4, 1295, 109, 1307]
sequence-name: Bat-SL-CoVZXC21 — [4, 230, 82, 241]
tick-label: 180 — [648, 30, 661, 39]
sequence-row: GGVSVITPGTNTSNQVAVLYQDVNCTEVPVAI--HADQLTPTWRVYSTGSNVFQTRAGCLIGAEHVNNSY---ECDIPIGAGICASYQTQTNS-PRRARS — [196, 950, 706, 961]
sequence-name: Sars-CoV-2 isolate Wuhan-Hu-1 — [4, 950, 136, 961]
sequence-row: GGVSVITPGTNASSEVAVLYQ----------------------------------------------------------------------------- — [196, 1157, 696, 1168]
tick-label: 350 — [473, 592, 486, 601]
sequence-row: --------------SNFELCDNPFFAVSKPMGTQTHTM---IFNNAFNCTFEY---VSKDFNLDLGEKPGNFKDLREFVFRNKDGFLHVYSGYQPISAASG — [196, 449, 711, 460]
sequence-name: Sars-CoV-2 isolate Wuhan-Hu-1 — [4, 345, 136, 356]
sequence-rows — [196, 325, 786, 573]
sequence-row: LPTGFSVLKPILKLPFGINITSYRVVMAMF------SQTTSNFLPESAAYYVGNLKYSTFMLRFNENGTITDAVDCSQNPLAELKCTIKNFNVDKGIYQT — [196, 750, 706, 761]
